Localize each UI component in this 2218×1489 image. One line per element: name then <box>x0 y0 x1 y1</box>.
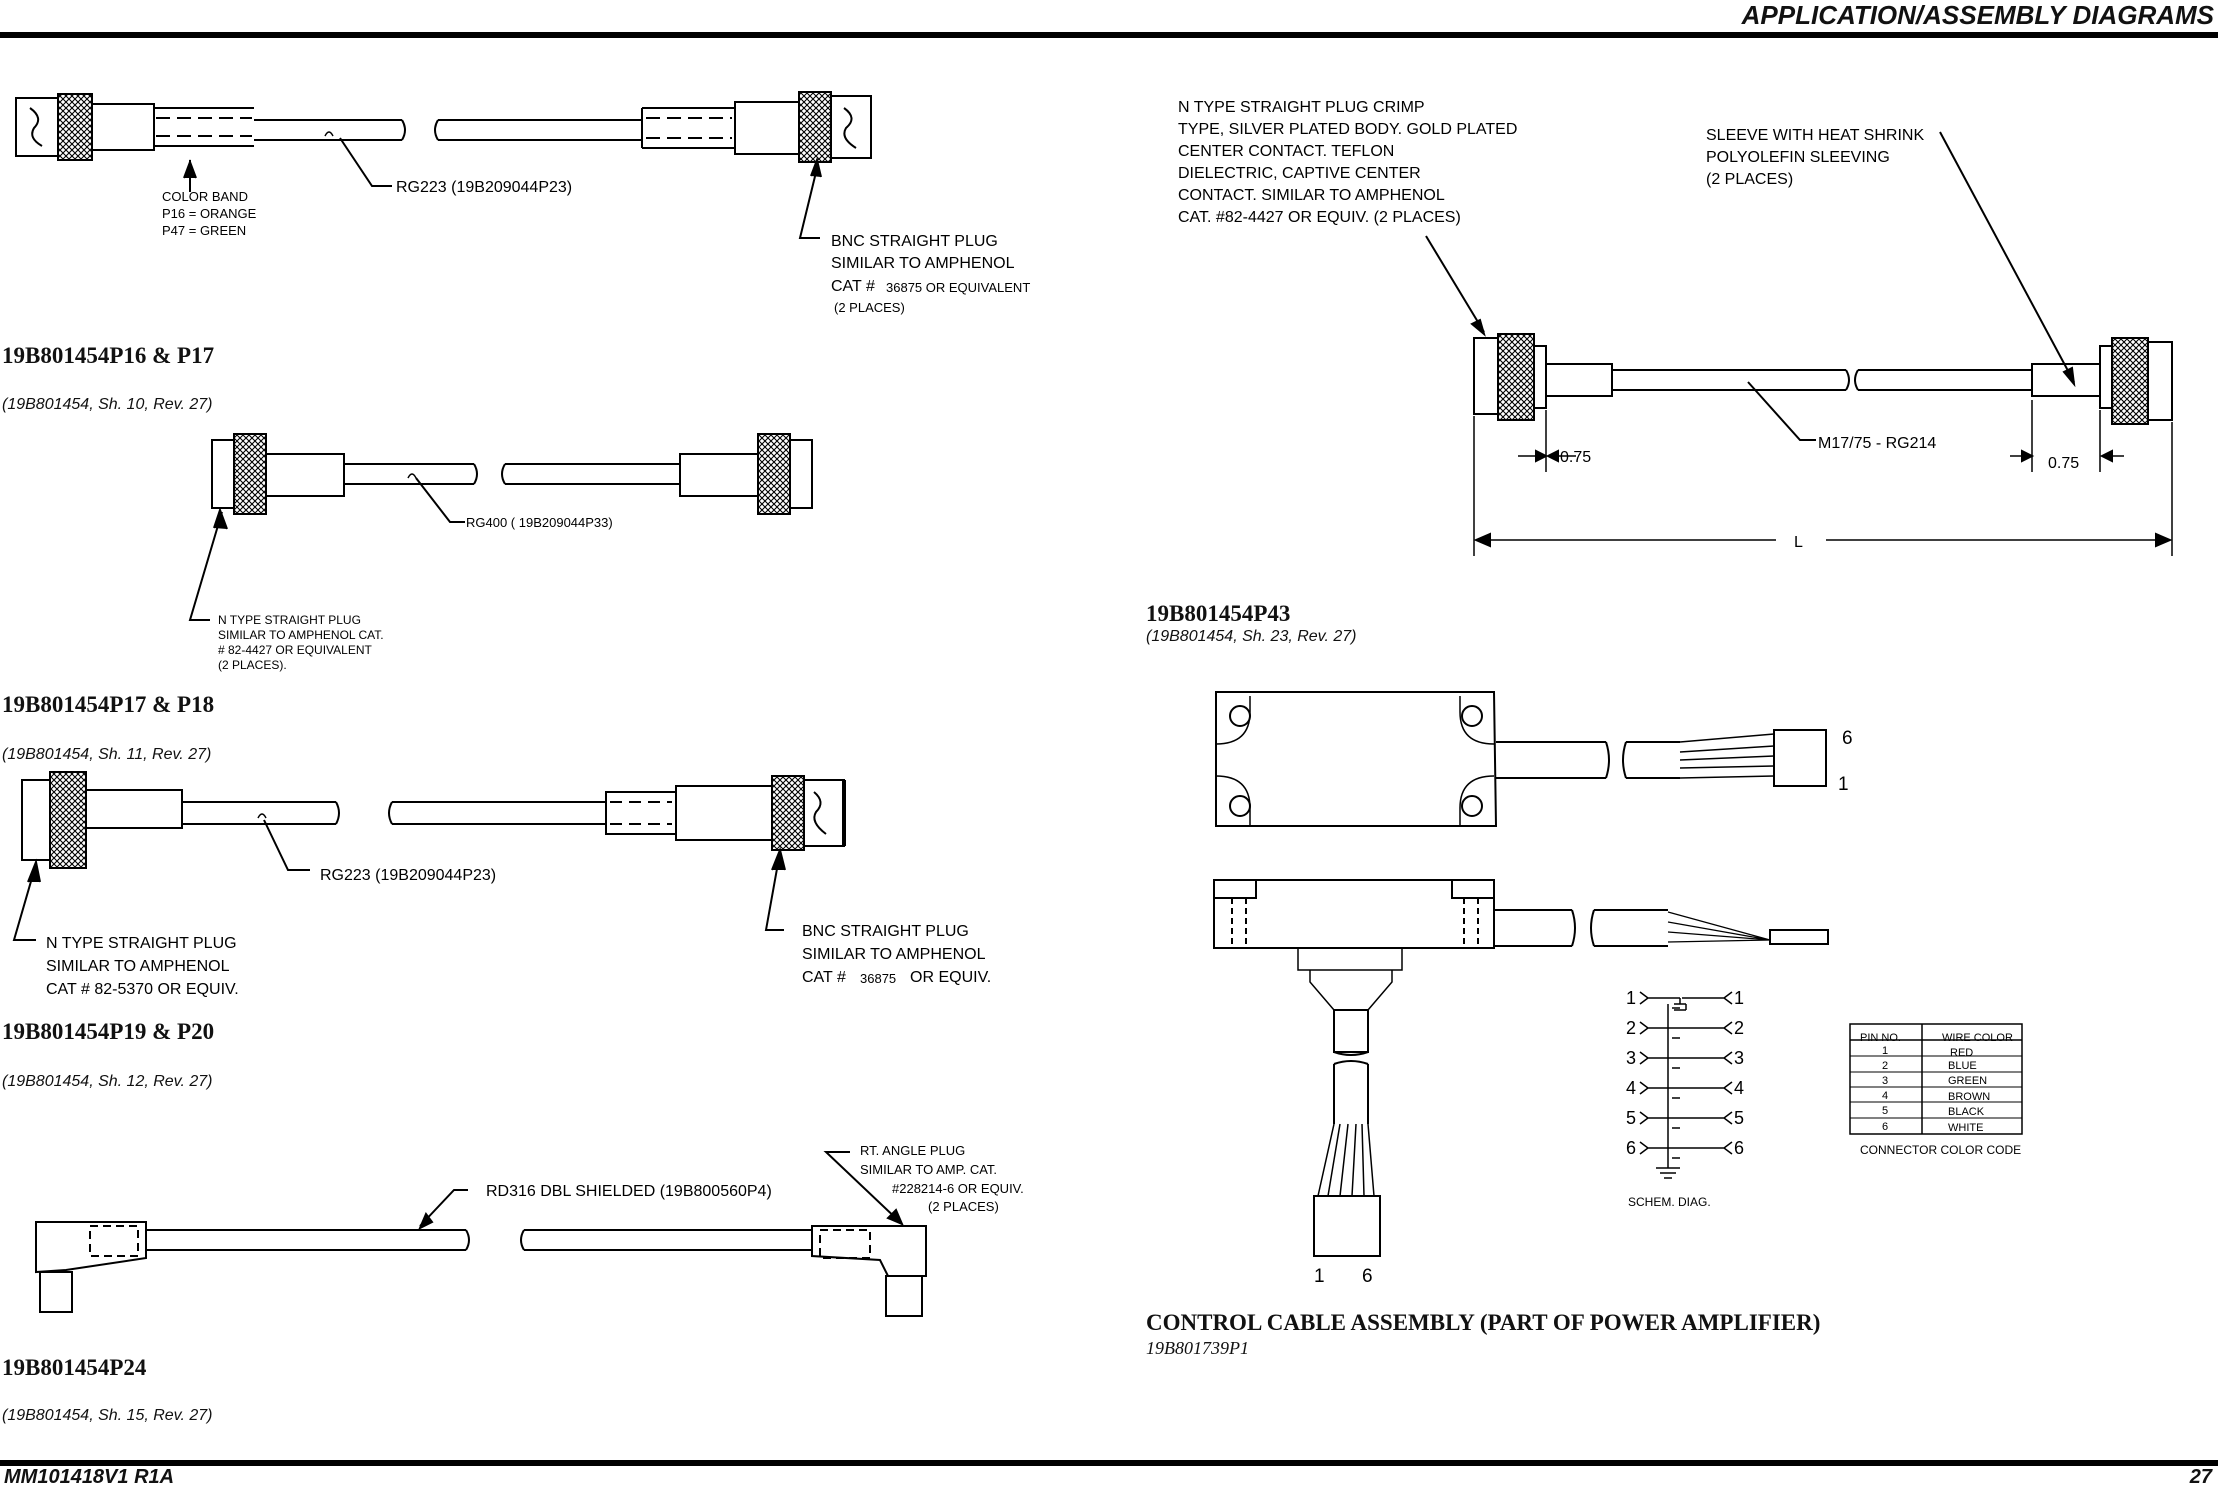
svg-text:CENTER CONTACT. TEFLON: CENTER CONTACT. TEFLON <box>1178 143 1395 160</box>
page-header: APPLICATION/ASSEMBLY DIAGRAMS <box>1741 0 2214 30</box>
diagram-p16 <box>16 92 871 238</box>
section-title-p19: 19B801454P19 & P20 <box>2 1019 215 1044</box>
labels-p43 <box>1178 99 2079 551</box>
schem-pin-4-right: 4 <box>1734 1078 1745 1098</box>
table-row-3-color: GREEN <box>1948 1075 1988 1087</box>
section-ref-p17: (19B801454, Sh. 11, Rev. 27) <box>2 746 212 763</box>
table-header-pin: PIN NO. <box>1860 1032 1901 1044</box>
table-row-6-pin: 6 <box>1882 1121 1889 1133</box>
document-number: MM101418V1 R1A <box>4 1466 175 1488</box>
section-ref-p24: (19B801454, Sh. 15, Rev. 27) <box>2 1407 213 1424</box>
svg-text:(2 PLACES).: (2 PLACES). <box>218 658 287 672</box>
svg-text:#228214-6 OR EQUIV.: #228214-6 OR EQUIV. <box>892 1181 1024 1196</box>
labels-p16 <box>162 179 1030 315</box>
pin-6-label: 6 <box>1842 728 1853 749</box>
n-connector-left <box>212 440 234 508</box>
svg-text:CAT # 82-5370 OR EQUIV.: CAT # 82-5370 OR EQUIV. <box>46 981 239 998</box>
schem-pin-6-left: 6 <box>1626 1138 1637 1158</box>
color-band-p16: P16 = ORANGE <box>162 206 257 221</box>
table-row-1-color: RED <box>1950 1047 1974 1059</box>
schem-caption: SCHEM. DIAG. <box>1628 1195 1711 1209</box>
cable-label-p19: RG223 (19B209044P23) <box>320 867 497 884</box>
bnc-label-p19: BNC STRAIGHT PLUG <box>802 923 969 940</box>
diagram-p19 <box>14 772 844 940</box>
section-title-control-cable: CONTROL CABLE ASSEMBLY (PART OF POWER AMPLIFIER) <box>1146 1310 1821 1335</box>
svg-text:CAT. #82-4427 OR EQUIV. (2 PLA: CAT. #82-4427 OR EQUIV. (2 PLACES) <box>1178 209 1461 226</box>
svg-text:SIMILAR TO AMPHENOL: SIMILAR TO AMPHENOL <box>46 958 230 975</box>
svg-text:36875: 36875 <box>860 971 897 986</box>
table-row-2-color: BLUE <box>1948 1060 1977 1072</box>
svg-text:SIMILAR TO AMPHENOL: SIMILAR TO AMPHENOL <box>831 255 1015 272</box>
ntype-label-p19: N TYPE STRAIGHT PLUG <box>46 935 237 952</box>
sleeve-label-p43: SLEEVE WITH HEAT SHRINK <box>1706 127 1925 144</box>
table-row-5-pin: 5 <box>1882 1105 1889 1117</box>
labels-p19 <box>46 867 991 998</box>
plug-label-p24: RT. ANGLE PLUG <box>860 1143 966 1158</box>
svg-text:(2 PLACES): (2 PLACES) <box>928 1199 999 1214</box>
svg-text:TYPE, SILVER PLATED BODY. GOL: TYPE, SILVER PLATED BODY. GOLD PLATED <box>1178 121 1518 138</box>
table-row-1-pin: 1 <box>1882 1045 1889 1057</box>
bottom-pin-6-label: 6 <box>1362 1266 1373 1287</box>
section-ref-p43: (19B801454, Sh. 23, Rev. 27) <box>1146 628 1357 645</box>
table-row-6-color: WHITE <box>1948 1122 1984 1134</box>
labels-p17 <box>218 515 613 672</box>
bottom-pin-1-label: 1 <box>1314 1266 1325 1287</box>
svg-text:OR EQUIV.: OR EQUIV. <box>910 969 992 986</box>
dim-right-p43: 0.75 <box>2048 455 2080 472</box>
svg-text:SIMILAR TO AMP. CAT.: SIMILAR TO AMP. CAT. <box>860 1162 998 1177</box>
diagram-control-cable <box>1214 692 2022 1256</box>
schem-pin-2-left: 2 <box>1626 1018 1637 1038</box>
svg-text:CONTACT. SIMILAR TO AMPHENOL: CONTACT. SIMILAR TO AMPHENOL <box>1178 187 1445 204</box>
bnc-label-p16: BNC STRAIGHT PLUG <box>831 233 998 250</box>
section-title-p43: 19B801454P43 <box>1146 601 1291 626</box>
length-label-p43: L <box>1794 534 1803 551</box>
schem-pin-3-left: 3 <box>1626 1048 1637 1068</box>
section-ref-control-cable: 19B801739P1 <box>1146 1338 1249 1358</box>
schem-pin-1-left: 1 <box>1626 988 1637 1008</box>
schem-pin-4-left: 4 <box>1626 1078 1637 1098</box>
table-row-4-pin: 4 <box>1882 1090 1889 1102</box>
schem-pin-2-right: 2 <box>1734 1018 1745 1038</box>
svg-text:CAT #: CAT # <box>831 278 875 295</box>
section-ref-p19: (19B801454, Sh. 12, Rev. 27) <box>2 1073 213 1090</box>
labels-p24 <box>486 1143 1024 1214</box>
schem-pin-5-right: 5 <box>1734 1108 1745 1128</box>
schem-pin-6-right: 6 <box>1734 1138 1745 1158</box>
cable-label-p16: RG223 (19B209044P23) <box>396 179 573 196</box>
table-row-5-color: BLACK <box>1948 1106 1985 1118</box>
cable-label-p24: RD316 DBL SHIELDED (19B800560P4) <box>486 1183 772 1200</box>
svg-text:(2 PLACES): (2 PLACES) <box>834 300 905 315</box>
page-number: 27 <box>2189 1466 2212 1488</box>
table-row-4-color: BROWN <box>1948 1091 1991 1103</box>
svg-text:# 82-4427 OR EQUIVALENT: # 82-4427 OR EQUIVALENT <box>218 643 372 657</box>
svg-text:POLYOLEFIN SLEEVING: POLYOLEFIN SLEEVING <box>1706 149 1890 166</box>
table-header-color: WIRE COLOR <box>1942 1032 2013 1044</box>
svg-text:SIMILAR TO AMPHENOL CAT.: SIMILAR TO AMPHENOL CAT. <box>218 628 384 642</box>
svg-text:36875 OR EQUIVALENT: 36875 OR EQUIVALENT <box>886 280 1031 295</box>
n-connector-left <box>22 780 50 860</box>
section-title-p24: 19B801454P24 <box>2 1355 147 1380</box>
section-ref-p16: (19B801454, Sh. 10, Rev. 27) <box>2 396 213 413</box>
svg-text:(2 PLACES): (2 PLACES) <box>1706 171 1794 188</box>
table-caption: CONNECTOR COLOR CODE <box>1860 1143 2022 1157</box>
section-title-p16: 19B801454P16 & P17 <box>2 343 215 368</box>
color-band-label: COLOR BAND <box>162 189 248 204</box>
svg-text:CAT #: CAT # <box>802 969 846 986</box>
schem-pin-3-right: 3 <box>1734 1048 1745 1068</box>
color-band-p47: P47 = GREEN <box>162 223 247 238</box>
ntype-label-p43: N TYPE STRAIGHT PLUG CRIMP <box>1178 99 1425 116</box>
cable-label-p43: M17/75 - RG214 <box>1818 435 1937 452</box>
table-row-2-pin: 2 <box>1882 1060 1889 1072</box>
dim-left-p43: 0.75 <box>1560 449 1592 466</box>
pin-1-label: 1 <box>1838 774 1849 795</box>
diagram-p43 <box>1426 132 2172 556</box>
svg-text:DIELECTRIC, CAPTIVE CENTER: DIELECTRIC, CAPTIVE CENTER <box>1178 165 1421 182</box>
diagram-p24 <box>36 1152 926 1316</box>
table-row-3-pin: 3 <box>1882 1075 1889 1087</box>
svg-text:SIMILAR TO AMPHENOL: SIMILAR TO AMPHENOL <box>802 946 986 963</box>
ntype-label-p17: N TYPE STRAIGHT PLUG <box>218 613 361 627</box>
schem-pin-5-left: 5 <box>1626 1108 1637 1128</box>
schem-pin-1-right: 1 <box>1734 988 1745 1008</box>
section-title-p17: 19B801454P17 & P18 <box>2 692 215 717</box>
bnc-connector-left <box>16 98 58 156</box>
cable-label-p17: RG400 ( 19B209044P33) <box>466 515 613 530</box>
